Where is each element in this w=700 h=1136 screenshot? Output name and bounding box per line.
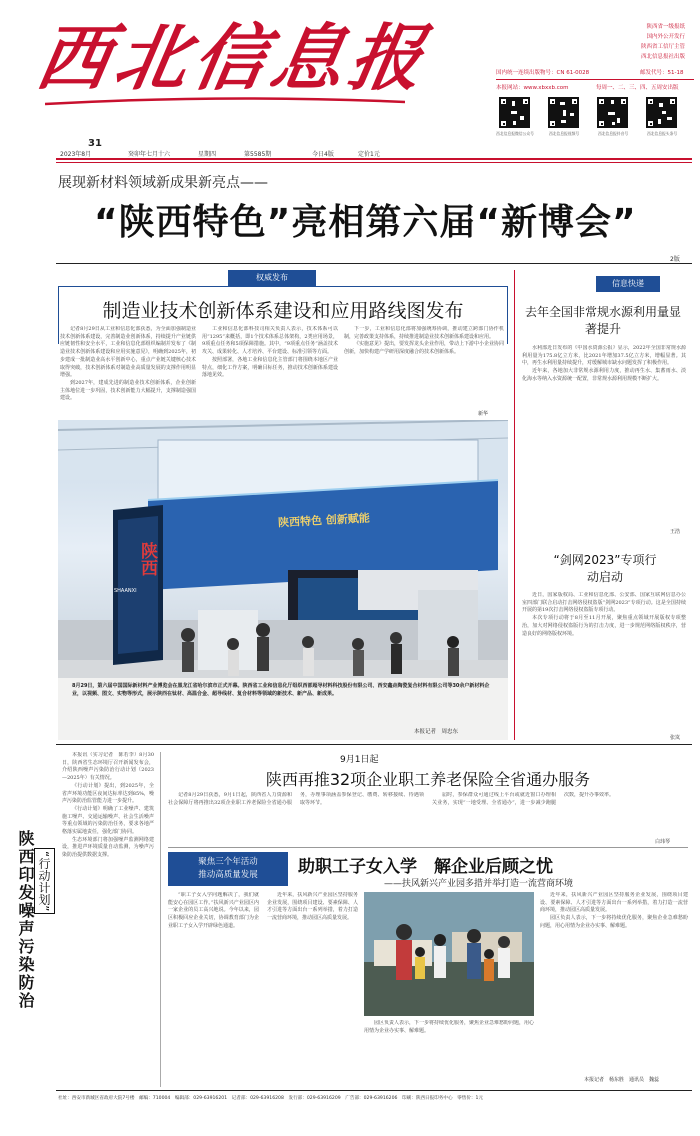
info-line: 陕西省工信厅主管 [640, 44, 685, 50]
photo-booth-logo: 陕西 [137, 542, 157, 576]
vertical-title[interactable]: 陕西印发噪声污染防治 [16, 830, 35, 1010]
section-rule [168, 847, 688, 848]
paragraph: 记者8月29日从工业和信息化部获悉，为全面加强制造业技术创新体系建设，完善制造业创新体系，持续提升产业链供应链韧性和安全水平，工业和信息化部组织编制并发布了《制造业技术创新体系建设和应用实施意见》，明确到2025年，初步建成一批制造业高水平创新中心，重点产业链关键核心技术取得突破，技术创新体系对制造业高质量发展的支撑作用明显增强。 [60, 326, 196, 379]
photo-caption: 8月29日，第六届中国国际新材料产业博览会在黑龙江省哈尔滨市正式开幕。陕西省工业和信息化厅组织西部超导材料科技股份有限公司、西安鑫垚陶瓷复合材料有限公司等30余户新材料企业，以视频、图文、实物等形式，展示陕西在钛材、高温合金、超导线材、复合材料等领域的新技术、新产品、新成果。 [72, 683, 490, 697]
main-story-tag: 权威发布 [228, 270, 316, 286]
pension-headline[interactable]: 陕西再推32项企业职工养老保险全省通办服务 [265, 770, 591, 789]
main-story-byline: 新华 [478, 411, 489, 417]
sidebar-story1-byline: 王浩 [670, 529, 681, 535]
sidebar-story1-headline[interactable]: 去年全国非常规水源利用量显著提升 [524, 305, 681, 336]
feature-photo[interactable] [364, 892, 534, 1016]
wechat-qr-icon[interactable] [499, 97, 530, 128]
video-qr-icon[interactable] [548, 97, 579, 128]
dateline-issue: 第5585期 [244, 151, 272, 158]
masthead-swoosh [45, 96, 405, 108]
masthead-title: 西北信息报 [30, 15, 436, 100]
paragraph: 到2027年，建成先进的制造业技术创新体系，企业创新主体地位进一步巩固，技术创新能力大幅提升，支撑制造强国建设。 [60, 379, 196, 402]
footer: 社址：西安市新城区省政府大院7号楼 邮编：710004 编辑部：029-63916201 记者部：029-63916208 发行部：029-63916209 广告部：029-63916206 印刷：陕西日报印务中心 零售价：1元 [58, 1096, 484, 1101]
paragraph: 下一步，工业和信息化部将加强统筹协调，推动建立跨部门协作机制，完善政策支持体系，持续推进制造业技术创新体系建设和应用。 [344, 326, 504, 340]
column-rule [160, 752, 161, 1087]
lead-page-ref[interactable]: 2版 [670, 256, 680, 263]
paragraph: 本报讯（实习记者 陈若李）8月30日，陕西省生态环境厅召开新闻发布会，介绍陕西噪声污染防治行动计划（2023—2025年）有关情况。 [62, 752, 154, 782]
photo-booth-sub: SHAANXI [114, 588, 137, 594]
paragraph: 按照部署，各地工业和信息化主管部门将围绕本地区产业特点，细化工作方案，明确目标任务，推动技术创新体系建设落地见效。 [202, 356, 338, 379]
sidebar-story2-headline[interactable]: “剑网2023”专项行动启动 [553, 553, 657, 584]
pension-kicker: 9月1日起 [340, 755, 379, 765]
paragraph: 《实施意见》提出，要发挥龙头企业作用，带动上下游中小企业协同创新，加快构建产学研用深度融合的技术创新体系。 [344, 341, 504, 356]
feature-tag [168, 852, 288, 886]
dateline-price: 定价1元 [358, 151, 380, 158]
paragraph: 园区负责人表示，下一步将持续优化服务，聚焦企业急难愁盼问题，用心用情为企业办实事、解难题。 [540, 915, 688, 929]
info-line: 西北信息报社出版 [640, 54, 685, 60]
dateline-weekday: 星期四 [198, 151, 217, 158]
feature-body [168, 892, 358, 1078]
paragraph: 近年来，扶风新兴产业园区坚持服务企业发展，围绕项目建设、要素保障、人才引进等方面出台一系列举措，着力打造一流营商环境，推动园区高质量发展。 [267, 892, 358, 922]
masthead-rule-thin [56, 162, 692, 163]
vertical-body [62, 752, 154, 1082]
feature-body-right [540, 892, 688, 1068]
main-story-col [202, 326, 338, 418]
paragraph: 记者8月29日获悉，9月1日起，陕西省人力资源和社会保障厅将再推出32项企业职工养老保险全省通办服务，办理事项涵盖参保登记、缴费、转移接续、待遇领取等环节。 [168, 792, 424, 806]
info-line: 国内外公开发行 [646, 34, 685, 40]
sidebar-story2-body [522, 592, 686, 734]
main-story-headline[interactable]: 制造业技术创新体系建设和应用路线图发布 [102, 300, 464, 322]
lead-headline[interactable]: “陕西特色”亮相第六届“新博会” [94, 202, 637, 243]
paragraph: 本次专项行动将于8月至11月开展，聚焦重点领域开展版权专项整治，加大对网络侵权盗版行为的打击力度，进一步规范网络版权秩序，营造良好的网络版权环境。 [522, 615, 686, 637]
photo-credit: 本报记者 周忠东 [414, 729, 459, 735]
expo-photo[interactable] [58, 420, 508, 740]
paragraph: 近年来，各地加大非常规水源利用力度，推动再生水、集蓄雨水、淡化海水等纳入水资源统一配置，非常规水源利用规模不断扩大。 [522, 368, 686, 382]
post-code: 邮发代号：51-18 [640, 70, 684, 76]
lead-kicker: 展现新材料领域新成果新亮点—— [58, 175, 268, 191]
paragraph: 近日，国家版权局、工业和信息化部、公安部、国家互联网信息办公室四部门联合启动打击网络侵权盗版“剑网2023”专项行动。这是全国持续开展的第19次打击网络侵权盗版专项行动。 [522, 592, 686, 614]
paragraph: 园区负责人表示，下一步将持续优化服务，聚焦企业急难愁盼问题，用心用情为企业办实事、解难题。 [364, 1020, 534, 1034]
paragraph: 水利部近日发布的《中国水资源公报》显示，2022年全国非常规水源利用量为175.8亿立方米，比2021年增加37.5亿立方米，增幅显著。其中，再生水利用量持续提升，对缓解城市缺水问题发挥了积极作用。 [522, 345, 686, 367]
masthead-info [555, 22, 685, 62]
paragraph: 工业和信息化部科技司相关负责人表示，技术体系可以用“1295”来概括，即1个技术体系总体架构，2类应用场景，9项重点任务和5项保障措施。其中，“9项重点任务”涵盖技术攻关、成果转化、人才培养、平台建设、标准引领等方面。 [202, 326, 338, 356]
feature-tag-line: 聚焦三个年活动 [198, 857, 258, 867]
feature-body-tail [364, 1020, 534, 1074]
schedule: 每周一、二、三、四、五周安出版 [596, 85, 679, 91]
vertical-subtitle: “行动计划” [34, 848, 55, 914]
feature-subhead: ——扶风新兴产业园多措并举打造一流营商环境 [384, 879, 574, 889]
sidebar-story2-byline: 张岚 [670, 735, 681, 741]
feature-tag-line: 推动高质量发展 [198, 870, 258, 880]
paragraph: 届时，参保群众可通过线上平台或就近窗口办理相关业务，实现“一地受理、全省通办”，进一步减少跑腿次数，提升办事效率。 [432, 792, 615, 806]
info-line: 陕西省一级报纸 [646, 24, 685, 30]
main-story-col [344, 326, 504, 410]
paragraph: 生态环境部门将加强噪声监测网络建设，推进声环境质量自动监测，为噪声污染防治提供数据支撑。 [62, 836, 154, 859]
paragraph: 《行动计划》提出，到2025年，全省声环境功能区夜间达标率达到85%，噪声污染防治监管能力进一步提升。 [62, 782, 154, 805]
dateline-pages: 今日4版 [312, 151, 334, 158]
cn-number: 国内统一连续出版物号：CN 61-0028 [496, 70, 590, 76]
paragraph: 《行动计划》明确了工业噪声、建筑施工噪声、交通运输噪声、社会生活噪声等重点领域的污染防治任务，要求各地严格落实属地责任，强化部门协同。 [62, 805, 154, 836]
qr-caption: 西北信息报微信公众号 [496, 131, 534, 136]
main-story-col [60, 326, 196, 418]
section-rule [56, 744, 692, 745]
photo-banner-text: 陕西特色 创新赋能 [277, 511, 371, 530]
sidebar-tag: 信息快递 [596, 276, 660, 292]
masthead-rule [56, 158, 692, 160]
dateline [0, 138, 470, 158]
paragraph: “职工子女入学问题解决了，我们就能安心在园区工作。”扶风新兴产业园区内一家企业的员工高兴地说。今年以来，园区积极回应企业关切，协调教育部门为企业职工子女入学开辟绿色通道。 [168, 892, 259, 929]
dateline-day: 31 [88, 138, 102, 149]
pension-body [168, 792, 688, 844]
footer-rule [56, 1090, 692, 1091]
sidebar-story1-body [522, 345, 686, 525]
paragraph: 近年来，扶风新兴产业园区坚持服务企业发展，围绕项目建设、要素保障、人才引进等方面出台一系列举措，着力打造一流营商环境，推动园区高质量发展。 [540, 892, 688, 914]
feature-headline[interactable]: 助职工子女入学 解企业后顾之忧 [298, 857, 553, 877]
website[interactable]: 本报网站：www.xbxxb.com [496, 85, 569, 91]
douyin-qr-icon[interactable] [597, 97, 628, 128]
dateline-date: 2023年8月 [60, 151, 92, 158]
dateline-lunar: 癸卯年七月十六 [128, 151, 171, 158]
feature-byline: 本报记者 杨东胜 通讯员 魏蕊 [584, 1077, 660, 1083]
lead-rule [56, 263, 692, 264]
toutiao-qr-icon[interactable] [646, 97, 677, 128]
qr-caption: 西北信息报抖音号 [597, 131, 629, 136]
qr-caption: 西北信息报头条号 [646, 131, 678, 136]
pension-byline: 白玮琴 [655, 839, 671, 845]
masthead [0, 0, 700, 150]
qr-caption: 西北信息报视频号 [548, 131, 580, 136]
